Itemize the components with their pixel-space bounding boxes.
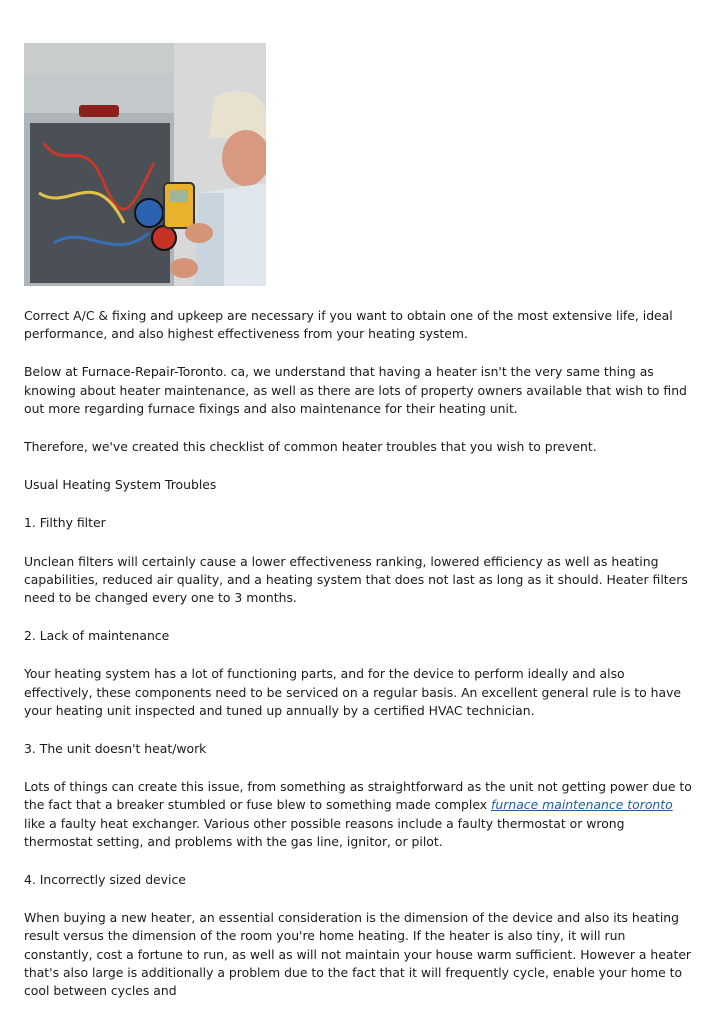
paragraph-intro: Correct A/C & fixing and upkeep are necessary if you want to obtain one of the most extensive life, ideal performance, and also highest effectiveness from your heating system. (24, 308, 673, 342)
paragraph-checklist: Therefore, we've created this checklist of common heater troubles that you wish to prevent. (24, 439, 597, 455)
section-heading: Usual Heating System Troubles (24, 477, 217, 493)
item-heading-3: 3. The unit doesn't heat/work (24, 741, 207, 757)
paragraph-no-heat (24, 778, 696, 851)
item-heading-4: 4. Incorrectly sized device (24, 872, 186, 888)
paragraph-sizing: When buying a new heater, an essential consideration is the dimension of the device and also its heating result versus the dimension of the room you're home heating. If the heater is also tiny, it will run constantly, cost a fortune to run, as well as will not maintain your house warm sufficient. However a heater that's also large is additionally a problem due to the fact that it will frequently cycle, enable your home to cool between cycles and (24, 910, 692, 999)
item-heading-2: 2. Lack of maintenance (24, 628, 170, 644)
paragraph-maintenance: Your heating system has a lot of functioning parts, and for the device to perform ideally and also effectively, these components need to be serviced on a regular basis. An excellent general rule is to have your heating unit inspected and tuned up annually by a certified HVAC technician. (24, 666, 682, 718)
photo-illustration (24, 43, 266, 286)
paragraph-filter: Unclean filters will certainly cause a lower effectiveness ranking, lowered efficiency as well as heating capabilities, reduced air quality, and a heating system that does not last as long as it should. Heater filters need to be changed every one to 3 months. (24, 553, 688, 606)
paragraph-about: Below at Furnace-Repair-Toronto. ca, we understand that having a heater isn't the very same thing as knowing about heater maintenance, as well as there are lots of property owners available that wish to find out more regarding furnace fixings and also maintenance for their heating unit. (24, 364, 687, 416)
paragraph-no-heat-after: like a faulty heat exchanger. Various other possible reasons include a faulty thermostat or wrong thermostat setting, and problems with the gas line, ignitor, or pilot. (24, 815, 625, 849)
paragraph-no-heat-before: Lots of things can create this issue, from something as straightforward as the unit not getting power due to the fact that a breaker stumbled or fuse blew to something made complex (24, 779, 692, 813)
item-heading-1: 1. Filthy filter (24, 515, 106, 531)
furnace-maintenance-link[interactable]: furnace maintenance toronto (491, 797, 673, 813)
article-body (24, 307, 696, 1020)
hvac-technician-photo (24, 43, 266, 286)
